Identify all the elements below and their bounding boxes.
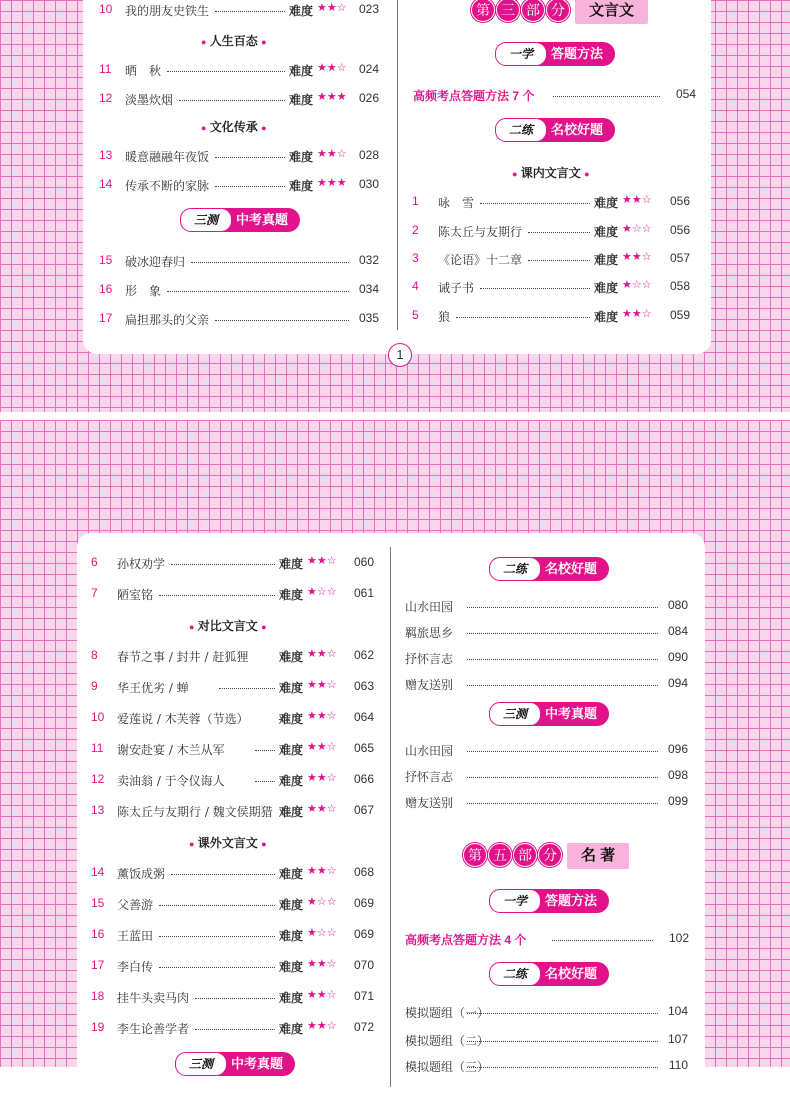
page-ref: 090 [667, 650, 688, 664]
row-title: 爱莲说 / 木芙蓉（节选） [117, 712, 249, 726]
difficulty-stars: ★★☆ [317, 61, 347, 74]
badge-label: 名校好题 [531, 557, 609, 581]
subhead-kewai: ● 课外文言文 ● [189, 836, 267, 850]
toc-row[interactable] [412, 192, 690, 212]
badge-label: 中考真题 [217, 1052, 295, 1076]
high-freq-title: 高频考点答题方法 7 个 [413, 89, 535, 103]
part-name: 名 著 [567, 843, 629, 869]
difficulty-stars: ★★☆ [307, 678, 337, 691]
leader-dots [255, 781, 275, 782]
difficulty-stars: ★★☆ [307, 864, 337, 877]
toc-row[interactable] [91, 646, 374, 666]
row-title: 传承不断的家脉 [125, 179, 210, 193]
toc-row[interactable] [91, 863, 374, 883]
leader-dots [215, 157, 285, 158]
difficulty-label: 难度 [279, 712, 304, 726]
row-title: 淡墨炊烟 [125, 93, 174, 107]
difficulty-stars: ★★☆ [307, 1019, 337, 1032]
page-ref: 099 [667, 794, 688, 808]
page-ref: 066 [353, 772, 374, 786]
badge-tag: 三测 [175, 1052, 227, 1076]
page-ref: 063 [353, 679, 374, 693]
leader-dots [159, 936, 275, 937]
leader-dots [467, 633, 658, 634]
difficulty-label: 难度 [279, 929, 304, 943]
difficulty-stars: ★★☆ [307, 957, 337, 970]
difficulty-stars: ★★☆ [307, 771, 337, 784]
page-ref: 057 [669, 251, 690, 265]
part-char: 第 [463, 843, 487, 867]
leader-dots [528, 260, 590, 261]
row-title: 谢安赴宴 / 木兰从军 [117, 743, 225, 757]
badge-label: 答题方法 [531, 889, 609, 913]
page-ref: 024 [358, 62, 379, 76]
row-number: 17 [99, 311, 113, 325]
toc-row[interactable] [91, 987, 374, 1007]
part-char: 五 [488, 843, 512, 867]
row-number: 2 [412, 223, 419, 237]
row-title: 卖油翁 / 于令仪诲人 [117, 774, 225, 788]
row-title: 山水田园 [405, 600, 454, 614]
page-ref: 064 [353, 710, 374, 724]
row-title: 模拟题组（一） [405, 1006, 490, 1020]
difficulty-label: 难度 [594, 281, 619, 295]
row-number: 6 [91, 555, 98, 569]
difficulty-stars: ★★☆ [622, 193, 652, 206]
page-ref: 068 [353, 865, 374, 879]
toc-row[interactable] [405, 793, 688, 811]
toc-row[interactable] [91, 553, 374, 573]
column-divider [397, 0, 398, 330]
row-title: 狼 [438, 310, 451, 324]
leader-dots [467, 803, 658, 804]
difficulty-stars: ★★☆ [307, 709, 337, 722]
toc-row[interactable] [405, 767, 688, 785]
row-title: 陈太丘与友期行 / 魏文侯期猎 [117, 805, 273, 819]
row-title: 破冰迎春归 [125, 255, 186, 269]
page-ref: 056 [669, 223, 690, 237]
toc-row[interactable] [405, 623, 688, 641]
toc-row[interactable] [99, 0, 379, 20]
leader-dots [480, 288, 590, 289]
toc-row[interactable] [99, 146, 379, 166]
toc-card-top [83, 0, 711, 354]
row-title: 李白传 [117, 960, 154, 974]
difficulty-label: 难度 [289, 179, 314, 193]
part-char: 分 [538, 843, 562, 867]
part-five-header [463, 843, 629, 871]
page-ref: 084 [667, 624, 688, 638]
toc-row[interactable] [91, 894, 374, 914]
toc-row[interactable] [405, 1003, 688, 1021]
part-char: 三 [496, 0, 520, 22]
page-ref: 058 [669, 279, 690, 293]
difficulty-stars: ★★☆ [307, 988, 337, 1001]
page-ref: 065 [353, 741, 374, 755]
page-ref: 102 [668, 931, 689, 945]
page-ref: 067 [353, 803, 374, 817]
part-three-header [471, 0, 648, 26]
badge-label: 中考真题 [222, 208, 300, 232]
difficulty-stars: ★★☆ [307, 647, 337, 660]
row-number: 19 [91, 1020, 105, 1034]
row-title: 模拟题组（三） [405, 1060, 490, 1074]
row-title: 我的朋友史铁生 [125, 4, 210, 18]
leader-dots [456, 317, 590, 318]
row-number: 11 [91, 741, 104, 755]
page-ref: 069 [353, 896, 374, 910]
toc-row[interactable] [405, 649, 688, 667]
difficulty-stars: ★★☆ [622, 250, 652, 263]
difficulty-stars: ★★☆ [317, 1, 347, 14]
badge-label: 名校好题 [537, 118, 615, 142]
row-title: 抒怀言志 [405, 652, 454, 666]
row-title: 春节之事 / 封井 / 赶狐狸 [117, 650, 249, 664]
difficulty-label: 难度 [279, 991, 304, 1005]
page-ref: 096 [667, 742, 688, 756]
badge-tag: 二练 [489, 962, 541, 986]
page-ref: 034 [358, 282, 379, 296]
difficulty-stars: ★★☆ [307, 802, 337, 815]
row-number: 10 [91, 710, 105, 724]
page-ref: 062 [353, 648, 374, 662]
difficulty-stars: ★★☆ [307, 740, 337, 753]
toc-row[interactable] [412, 277, 690, 297]
toc-row[interactable] [91, 925, 374, 945]
page-ref: 054 [675, 87, 696, 101]
leader-dots [467, 659, 658, 660]
subhead-kenei: ● 课内文言文 ● [512, 166, 590, 180]
toc-row[interactable] [91, 1018, 374, 1038]
part-char: 部 [513, 843, 537, 867]
difficulty-stars: ★☆☆ [307, 895, 337, 908]
part-char: 部 [521, 0, 545, 22]
toc-row[interactable] [91, 770, 374, 790]
leader-dots [167, 71, 285, 72]
row-number: 15 [99, 253, 113, 267]
row-title: 扁担那头的父亲 [125, 313, 210, 327]
difficulty-stars: ★★☆ [317, 147, 347, 160]
toc-row[interactable] [91, 584, 374, 604]
badge-tag: 一学 [495, 42, 547, 66]
leader-dots [159, 595, 275, 596]
row-title: 李生论善学者 [117, 1022, 190, 1036]
difficulty-label: 难度 [594, 253, 619, 267]
row-title: 挂牛头卖马肉 [117, 991, 190, 1005]
row-title: 赠友送别 [405, 678, 454, 692]
row-number: 17 [91, 958, 105, 972]
leader-dots [467, 685, 658, 686]
leader-dots [171, 874, 275, 875]
page-ref: 094 [667, 676, 688, 690]
leader-dots [467, 607, 658, 608]
difficulty-label: 难度 [279, 1022, 304, 1036]
toc-row[interactable] [91, 801, 374, 821]
toc-row[interactable] [405, 1031, 688, 1049]
difficulty-label: 难度 [279, 557, 304, 571]
subhead-wenhuachuancheng: ● 文化传承 ● [201, 120, 267, 134]
row-title: 山水田园 [405, 744, 454, 758]
row-number: 12 [99, 91, 113, 105]
row-number: 8 [91, 648, 98, 662]
high-freq-row[interactable] [405, 930, 689, 948]
toc-card-bottom [77, 533, 705, 1093]
leader-dots [553, 96, 660, 97]
row-title: 孙权劝学 [117, 557, 166, 571]
toc-row[interactable] [405, 675, 688, 693]
difficulty-stars: ★☆☆ [307, 585, 337, 598]
difficulty-label: 难度 [289, 93, 314, 107]
page-ref: 035 [358, 311, 379, 325]
page-ref: 060 [353, 555, 374, 569]
difficulty-label: 难度 [289, 4, 314, 18]
row-title: 华王优劣 / 蝉 [117, 681, 189, 695]
leader-dots [467, 777, 658, 778]
difficulty-label: 难度 [289, 64, 314, 78]
badge-tag: 三测 [180, 208, 232, 232]
part-char: 第 [471, 0, 495, 22]
row-title: 抒怀言志 [405, 770, 454, 784]
page-separator [0, 412, 790, 420]
row-title: 诫子书 [438, 281, 475, 295]
row-number: 14 [99, 177, 113, 191]
row-number: 7 [91, 586, 98, 600]
difficulty-label: 难度 [279, 805, 304, 819]
high-freq-title: 高频考点答题方法 4 个 [405, 933, 527, 947]
row-number: 14 [91, 865, 105, 879]
row-title: 晒 秋 [125, 64, 162, 78]
leader-dots [219, 688, 275, 689]
badge-tag: 二练 [495, 118, 547, 142]
difficulty-label: 难度 [279, 960, 304, 974]
toc-row[interactable] [91, 739, 374, 759]
row-number: 13 [91, 803, 105, 817]
leader-dots [215, 11, 285, 12]
page-ref: 026 [358, 91, 379, 105]
toc-row[interactable] [405, 741, 688, 759]
toc-row[interactable] [405, 597, 688, 615]
leader-dots [167, 291, 349, 292]
leader-dots [480, 203, 590, 204]
difficulty-stars: ★★★ [317, 176, 347, 189]
page-ref: 110 [668, 1058, 688, 1072]
toc-row[interactable] [99, 60, 379, 80]
row-number: 13 [99, 148, 113, 162]
leader-dots [467, 751, 658, 752]
difficulty-label: 难度 [594, 310, 619, 324]
toc-row[interactable] [91, 677, 374, 697]
difficulty-stars: ★★☆ [622, 307, 652, 320]
row-title: 暖意融融年夜饭 [125, 150, 210, 164]
leader-dots [467, 1067, 658, 1068]
row-title: 陋室铭 [117, 588, 154, 602]
difficulty-stars: ★☆☆ [307, 926, 337, 939]
leader-dots [159, 905, 275, 906]
page-ref: 056 [669, 194, 690, 208]
row-title: 模拟题组（二） [405, 1034, 490, 1048]
column-divider [390, 547, 391, 1087]
part-char: 分 [546, 0, 570, 22]
page-ref: 030 [358, 177, 379, 191]
page-ref: 071 [353, 989, 374, 1003]
page-ref: 023 [358, 2, 379, 16]
toc-row[interactable] [412, 221, 690, 241]
leader-dots [195, 998, 275, 999]
difficulty-label: 难度 [279, 681, 304, 695]
badge-label: 答题方法 [537, 42, 615, 66]
page-ref: 059 [669, 308, 690, 322]
toc-row[interactable] [99, 251, 379, 271]
row-number: 9 [91, 679, 98, 693]
row-title: 薰饭成粥 [117, 867, 166, 881]
page-ref: 107 [667, 1032, 688, 1046]
toc-row[interactable] [99, 175, 379, 195]
leader-dots [159, 967, 275, 968]
row-number: 16 [91, 927, 105, 941]
leader-dots [215, 186, 285, 187]
leader-dots [467, 1013, 658, 1014]
row-number: 12 [91, 772, 105, 786]
difficulty-label: 难度 [279, 898, 304, 912]
difficulty-label: 难度 [279, 774, 304, 788]
badge-tag: 二练 [489, 557, 541, 581]
toc-row[interactable] [405, 1057, 688, 1075]
row-number: 11 [99, 62, 112, 76]
difficulty-stars: ★★★ [317, 90, 347, 103]
difficulty-label: 难度 [594, 196, 619, 210]
difficulty-label: 难度 [289, 150, 314, 164]
toc-row[interactable] [412, 306, 690, 326]
toc-row[interactable] [99, 309, 379, 329]
row-number: 4 [412, 279, 419, 293]
part-name: 文言文 [575, 0, 648, 24]
badge-label: 中考真题 [531, 702, 609, 726]
toc-row[interactable] [91, 708, 374, 728]
page-ref: 080 [667, 598, 688, 612]
badge-tag: 三测 [489, 702, 541, 726]
row-number: 18 [91, 989, 105, 1003]
toc-row[interactable] [99, 89, 379, 109]
toc-row[interactable] [412, 249, 690, 269]
leader-dots [215, 320, 349, 321]
page-ref: 061 [353, 586, 374, 600]
difficulty-stars: ★☆☆ [622, 222, 652, 235]
page-ref: 070 [353, 958, 374, 972]
page-ref: 028 [358, 148, 379, 162]
leader-dots [552, 940, 653, 941]
difficulty-label: 难度 [279, 650, 304, 664]
page-ref: 072 [353, 1020, 374, 1034]
row-title: 王蓝田 [117, 929, 154, 943]
leader-dots [467, 1041, 658, 1042]
page-ref: 098 [667, 768, 688, 782]
row-title: 《论语》十二章 [438, 253, 523, 267]
row-number: 1 [412, 194, 419, 208]
badge-tag: 一学 [489, 889, 541, 913]
row-number: 10 [99, 2, 113, 16]
row-title: 咏 雪 [438, 196, 475, 210]
leader-dots [179, 100, 285, 101]
difficulty-label: 难度 [279, 588, 304, 602]
subhead-renshengbaitai: ● 人生百态 ● [201, 34, 267, 48]
difficulty-label: 难度 [279, 743, 304, 757]
leader-dots [191, 262, 349, 263]
row-title: 形 象 [125, 284, 162, 298]
toc-row[interactable] [91, 956, 374, 976]
page-ref: 104 [667, 1004, 688, 1018]
row-title: 父善游 [117, 898, 154, 912]
leader-dots [195, 1029, 275, 1030]
row-number: 3 [412, 251, 419, 265]
row-title: 赠友送别 [405, 796, 454, 810]
difficulty-label: 难度 [594, 225, 619, 239]
page-ref: 032 [358, 253, 379, 267]
subhead-duibi: ● 对比文言文 ● [189, 619, 267, 633]
row-number: 16 [99, 282, 113, 296]
leader-dots [171, 564, 275, 565]
row-title: 羁旅思乡 [405, 626, 454, 640]
difficulty-stars: ★★☆ [307, 554, 337, 567]
badge-label: 名校好题 [531, 962, 609, 986]
page-ref: 069 [353, 927, 374, 941]
difficulty-label: 难度 [279, 867, 304, 881]
page-number: 1 [388, 343, 412, 367]
toc-row[interactable] [99, 280, 379, 300]
leader-dots [528, 232, 590, 233]
high-freq-row[interactable] [413, 86, 696, 104]
difficulty-stars: ★☆☆ [622, 278, 652, 291]
row-title: 陈太丘与友期行 [438, 225, 523, 239]
leader-dots [255, 750, 275, 751]
row-number: 15 [91, 896, 105, 910]
row-number: 5 [412, 308, 419, 322]
